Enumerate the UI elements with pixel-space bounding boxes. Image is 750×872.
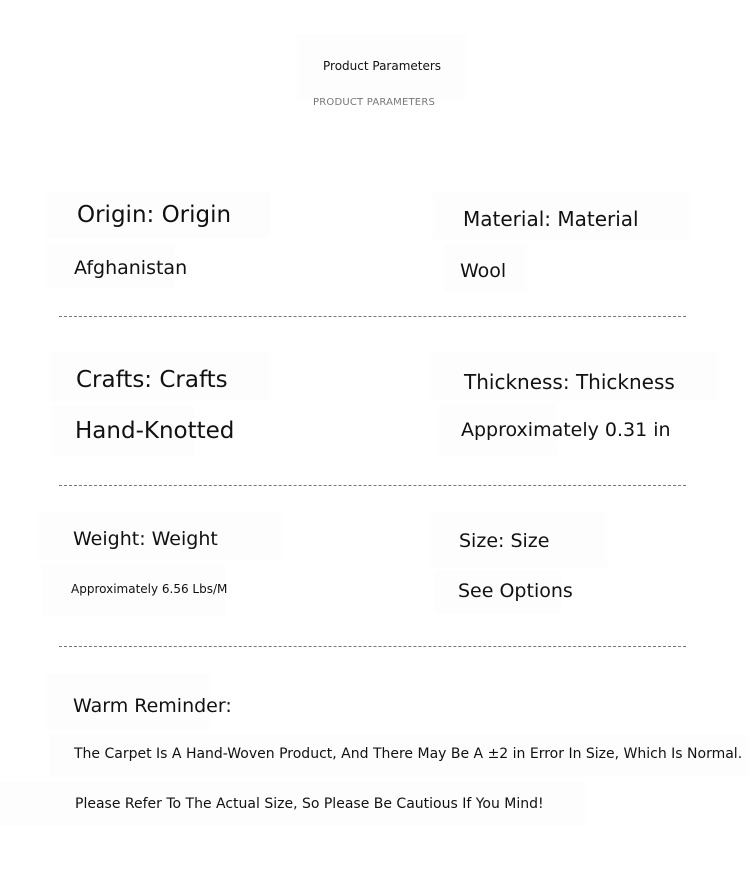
origin-value: Afghanistan xyxy=(74,257,188,279)
crafts-label: Crafts: Crafts xyxy=(76,367,228,393)
reminder-line-2: Please Refer To The Actual Size, So Please Be Cautious If You Mind! xyxy=(75,796,544,812)
section-divider xyxy=(59,646,686,647)
section-divider xyxy=(59,485,686,486)
material-value: Wool xyxy=(460,260,507,282)
crafts-value: Hand-Knotted xyxy=(75,418,235,444)
thickness-value: Approximately 0.31 in xyxy=(461,419,671,441)
material-label: Material: Material xyxy=(463,207,639,231)
page-title: Product Parameters xyxy=(323,59,442,73)
size-value: See Options xyxy=(458,580,573,602)
size-label: Size: Size xyxy=(459,530,550,552)
weight-value: Approximately 6.56 Lbs/M xyxy=(71,582,228,596)
page-subtitle: PRODUCT PARAMETERS xyxy=(313,97,436,108)
reminder-title: Warm Reminder: xyxy=(73,695,232,717)
thickness-label: Thickness: Thickness xyxy=(464,370,675,394)
origin-label: Origin: Origin xyxy=(77,202,232,228)
section-divider xyxy=(59,316,686,317)
weight-label: Weight: Weight xyxy=(73,528,218,550)
reminder-line-1: The Carpet Is A Hand-Woven Product, And There May Be A ±2 in Error In Size, Which Is Normal. xyxy=(74,746,743,762)
